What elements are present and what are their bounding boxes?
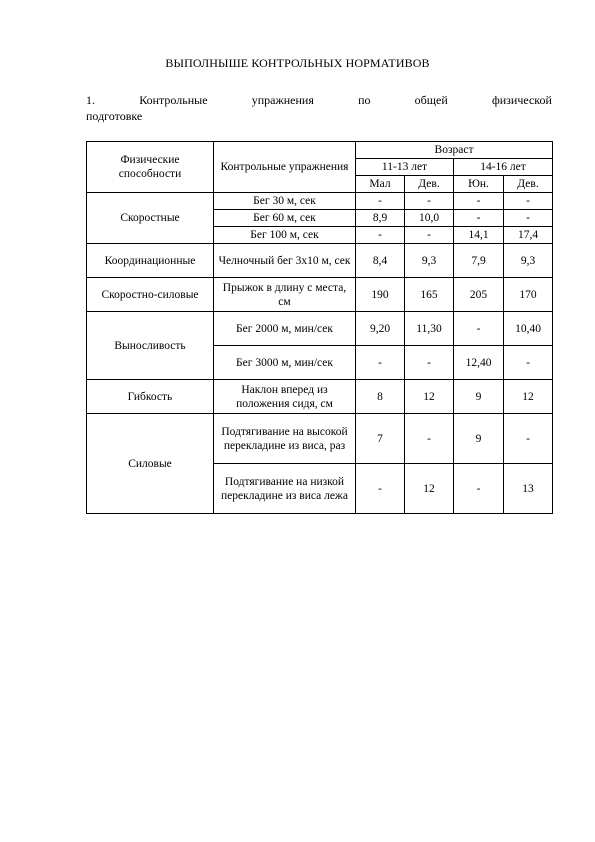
header-exercise: Контрольные упражнения [214,142,356,193]
value-cell: 8,9 [356,210,405,227]
value-cell: 9 [454,380,504,414]
exercise-cell: Подтягивание на низкой перекладине из виса лежа [214,464,356,514]
table-row [87,312,553,346]
table-row [87,278,553,312]
value-cell: - [405,193,454,210]
header-age-group: 14-16 лет [454,159,553,176]
value-cell: 12,40 [454,346,504,380]
value-cell: - [454,312,504,346]
exercise-cell: Бег 100 м, сек [214,227,356,244]
table-row [87,414,553,464]
heading-word: 1. [86,93,95,107]
value-cell: 9 [454,414,504,464]
value-cell: - [454,210,504,227]
value-cell: 8,4 [356,244,405,278]
header-sex: Мал [356,176,405,193]
header-row [87,142,553,159]
value-cell: 17,4 [504,227,553,244]
header-sex: Дев. [504,176,553,193]
value-cell: 11,30 [405,312,454,346]
value-cell: 7 [356,414,405,464]
exercise-cell: Бег 2000 м, мин/сек [214,312,356,346]
value-cell: 8 [356,380,405,414]
ability-cell: Скоростные [87,193,214,244]
value-cell: 190 [356,278,405,312]
table-row [87,193,553,210]
value-cell: - [504,210,553,227]
header-ability: Физические способности [87,142,214,193]
value-cell: 14,1 [454,227,504,244]
exercise-cell: Челночный бег 3х10 м, сек [214,244,356,278]
value-cell: - [504,193,553,210]
value-cell: - [405,227,454,244]
exercise-cell: Бег 3000 м, мин/сек [214,346,356,380]
value-cell: 9,3 [504,244,553,278]
value-cell: - [405,414,454,464]
header-sex: Юн. [454,176,504,193]
value-cell: 170 [504,278,553,312]
exercise-cell: Бег 30 м, сек [214,193,356,210]
section-heading [86,92,552,124]
exercise-cell: Подтягивание на высокой перекладине из виса, раз [214,414,356,464]
value-cell: - [356,346,405,380]
header-age-group: 11-13 лет [356,159,454,176]
value-cell: 7,9 [454,244,504,278]
value-cell: 12 [405,380,454,414]
value-cell: - [356,193,405,210]
value-cell: 9,20 [356,312,405,346]
table-row [87,380,553,414]
heading-word: физической [491,93,552,107]
value-cell: 205 [454,278,504,312]
table-row [87,244,553,278]
exercise-cell: Наклон вперед из положения сидя, см [214,380,356,414]
value-cell: 165 [405,278,454,312]
ability-cell: Координационные [87,244,214,278]
value-cell: - [504,346,553,380]
value-cell: - [454,193,504,210]
value-cell: 9,3 [405,244,454,278]
value-cell: 10,0 [405,210,454,227]
value-cell: - [356,227,405,244]
value-cell: - [504,414,553,464]
heading-word: упражнения [251,93,314,107]
heading-word: общей [414,93,448,107]
value-cell: 10,40 [504,312,553,346]
heading-word: по [358,93,371,107]
value-cell: - [454,464,504,514]
header-sex: Дев. [405,176,454,193]
value-cell: 12 [504,380,553,414]
section-heading-line [86,92,552,108]
exercise-cell: Прыжок в длину с места, см [214,278,356,312]
ability-cell: Скоростно-силовые [87,278,214,312]
value-cell: - [356,464,405,514]
value-cell: 13 [504,464,553,514]
heading-continuation: подготовке [86,109,143,123]
value-cell: - [405,346,454,380]
value-cell: 12 [405,464,454,514]
ability-cell: Силовые [87,414,214,514]
ability-cell: Гибкость [87,380,214,414]
document-title: ВЫПОЛНЫШЕ КОНТРОЛЬНЫХ НОРМАТИВОВ [165,56,430,70]
standards-table [86,141,553,514]
ability-cell: Выносливость [87,312,214,380]
exercise-cell: Бег 60 м, сек [214,210,356,227]
header-age: Возраст [356,142,553,159]
heading-word: Контрольные [139,93,208,107]
